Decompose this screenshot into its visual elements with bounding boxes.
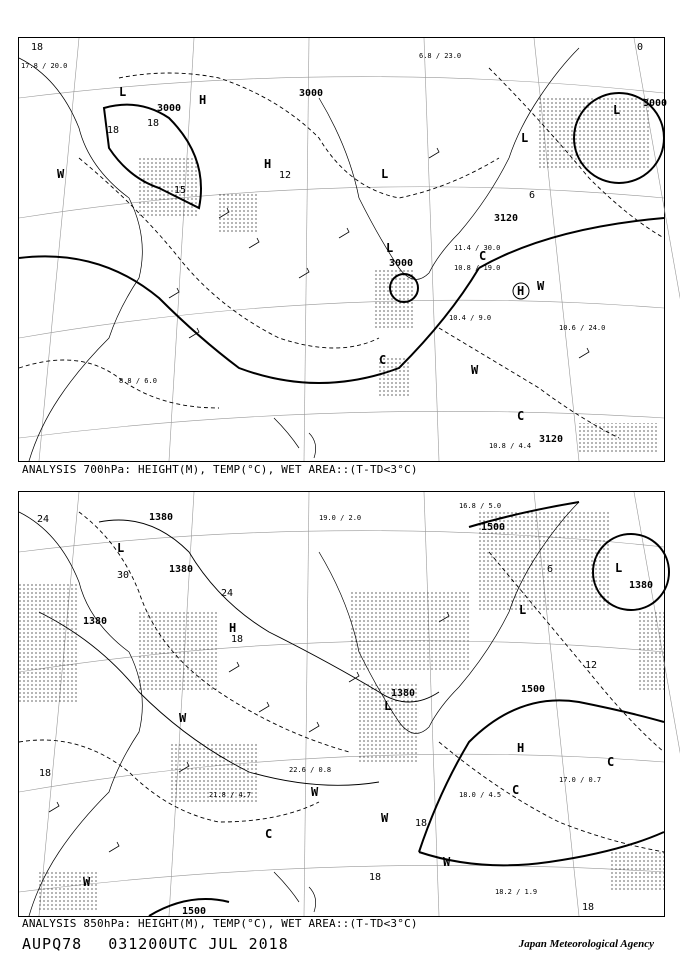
cold-center-marker: C [479, 249, 487, 263]
temp-label: 24 [37, 514, 50, 525]
coastline-700 [19, 48, 579, 461]
low-center-marker: L [613, 103, 621, 117]
height-label: 1380 [149, 512, 174, 523]
height-label: 3120 [494, 213, 519, 224]
temp-label: 30 [117, 570, 130, 581]
station-value: 17.8 / 20.0 [21, 62, 68, 70]
height-label: 1500 [521, 684, 546, 695]
low-center-marker: L [117, 541, 125, 555]
warm-center-marker: W [381, 811, 389, 825]
height-label: 3000 [299, 88, 324, 99]
temp-label: 0 [637, 42, 644, 53]
cold-center-marker: C [379, 353, 387, 367]
temp-label: 24 [221, 588, 234, 599]
low-center-marker: L [615, 561, 623, 575]
station-values-700 [21, 52, 605, 450]
temp-label: 18 [369, 872, 382, 883]
high-center-marker: H [229, 621, 237, 635]
temp-label: 18 [31, 42, 44, 53]
temp-label: 18 [582, 902, 595, 913]
low-center-marker: L [381, 167, 389, 181]
station-value: 22.6 / 0.8 [289, 766, 332, 774]
station-value: 18.0 / 4.5 [459, 791, 502, 799]
temp-label: 12 [585, 660, 598, 671]
caption-700hpa: ANALYSIS 700hPa: HEIGHT(M), TEMP(°C), WET AREA::(T-TD<3°C) [22, 463, 418, 476]
low-center-marker: L [521, 131, 529, 145]
height-label: 1380 [629, 580, 654, 591]
warm-center-marker: W [179, 711, 187, 725]
footer-chart-id [22, 935, 315, 953]
chart-code: AUPQ78 [22, 935, 83, 953]
wet-area-850 [19, 512, 664, 912]
station-value: 17.0 / 0.7 [559, 776, 602, 784]
low-center-marker: L [386, 241, 394, 255]
temp-label: 12 [279, 170, 292, 181]
height-label: 1380 [391, 688, 416, 699]
map-panel-700hpa [18, 37, 668, 462]
height-label: 3000 [389, 258, 414, 269]
temp-label: 18 [231, 634, 244, 645]
station-value: 18.2 / 1.9 [495, 888, 538, 896]
height-label: 3120 [539, 434, 564, 445]
station-value: 8.8 / 6.0 [119, 377, 157, 385]
station-value: 10.8 / 4.4 [489, 442, 532, 450]
height-label: 1500 [182, 906, 207, 917]
caption-850hpa: ANALYSIS 850hPa: HEIGHT(M), TEMP(°C), WET AREA::(T-TD<3°C) [22, 917, 418, 930]
low-center-marker: L [119, 85, 127, 99]
temp-label: 15 [174, 185, 187, 196]
temp-label: 18 [415, 818, 428, 829]
station-value: 19.0 / 2.0 [319, 514, 362, 522]
height-label: 3000 [643, 98, 668, 109]
map-850-svg [19, 492, 664, 916]
warm-center-marker: W [311, 785, 319, 799]
map-700-svg [19, 38, 668, 461]
station-value: 21.8 / 4.7 [209, 791, 252, 799]
station-value: 10.8 / 19.0 [454, 264, 501, 272]
agency-name: Japan Meteorological Agency [518, 938, 654, 950]
station-value: 10.6 / 24.0 [559, 324, 606, 332]
temp-label: 6 [529, 190, 536, 201]
high-center-marker: H [199, 93, 207, 107]
height-label: 3000 [157, 103, 182, 114]
warm-center-marker: W [471, 363, 479, 377]
station-value: 6.8 / 23.0 [419, 52, 462, 60]
high-center-marker: H [517, 284, 525, 298]
height-label: 1500 [481, 522, 506, 533]
cold-center-marker: C [265, 827, 273, 841]
high-center-marker: H [517, 741, 525, 755]
temp-label: 18 [107, 125, 120, 136]
station-value: 16.8 / 5.0 [459, 502, 502, 510]
warm-center-marker: W [537, 279, 545, 293]
high-center-marker: H [264, 157, 272, 171]
map-panel-850hpa [18, 491, 665, 917]
cold-center-marker: C [607, 755, 615, 769]
temp-label: 18 [39, 768, 52, 779]
station-value: 10.4 / 9.0 [449, 314, 492, 322]
cold-center-marker: C [512, 783, 520, 797]
cold-center-marker: C [517, 409, 525, 423]
height-label: 1380 [83, 616, 108, 627]
station-value: 11.4 / 30.0 [454, 244, 501, 252]
temp-label: 6 [547, 564, 554, 575]
temp-label: 18 [147, 118, 160, 129]
analysis-datetime: 031200UTC JUL 2018 [108, 935, 289, 953]
warm-center-marker: W [83, 875, 91, 889]
warm-center-marker: W [57, 167, 65, 181]
height-label: 1380 [169, 564, 194, 575]
low-center-marker: L [384, 699, 392, 713]
warm-center-marker: W [443, 855, 451, 869]
low-center-marker: L [519, 603, 527, 617]
